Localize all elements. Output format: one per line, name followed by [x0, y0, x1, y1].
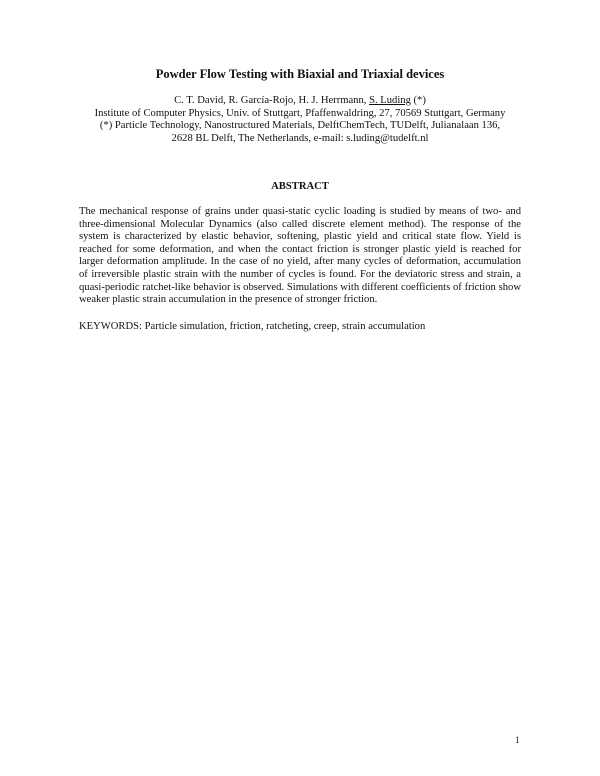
author-line — [60, 95, 540, 108]
keywords: KEYWORDS: Particle simulation, friction, ratcheting, creep, strain accumulation — [79, 321, 426, 332]
abstract-heading: ABSTRACT — [271, 181, 329, 192]
affiliation-line-3: 2628 BL Delft, The Netherlands, e-mail: s.luding@tudelft.nl — [171, 132, 429, 144]
author-block — [60, 95, 540, 145]
affiliation-line-1: Institute of Computer Physics, Univ. of Stuttgart, Pfaffenwaldring, 27, 70569 Stuttgart, Germany — [94, 107, 506, 119]
authors-list: C. T. David, R. García-Rojo, H. J. Herrmann, — [174, 95, 370, 106]
paper-title: Powder Flow Testing with Biaxial and Triaxial devices — [155, 67, 445, 81]
abstract-text: The mechanical response of grains under quasi-static cyclic loading is studied by means of two- and three-dimensional Molecular Dynamics (also called discrete element method). The response of the system is characterized by elastic behavior, softening, plastic yield and critical state flow. Yield is reached for some deformation, and when the contact friction is stronger plastic yield is reached for larger deformation amplitude. In the case of no yield, after many cycles of deformation, accumulation of irreversible plastic strain with the number of cycles is found. For the deviatoric stress and strain, a quasi-periodic ratchet-like behavior is observed. Simulations with different coefficients of friction show weaker plastic strain accumulation in the presence of stronger friction. — [79, 206, 521, 306]
page-number: 1 — [515, 735, 520, 745]
affiliation-line-2: (*) Particle Technology, Nanostructured Materials, DelftChemTech, TUDelft, Julianalaan 136, — [99, 120, 501, 132]
authors-suffix: (*) — [410, 95, 426, 106]
corresponding-author: S. Luding — [369, 95, 411, 106]
